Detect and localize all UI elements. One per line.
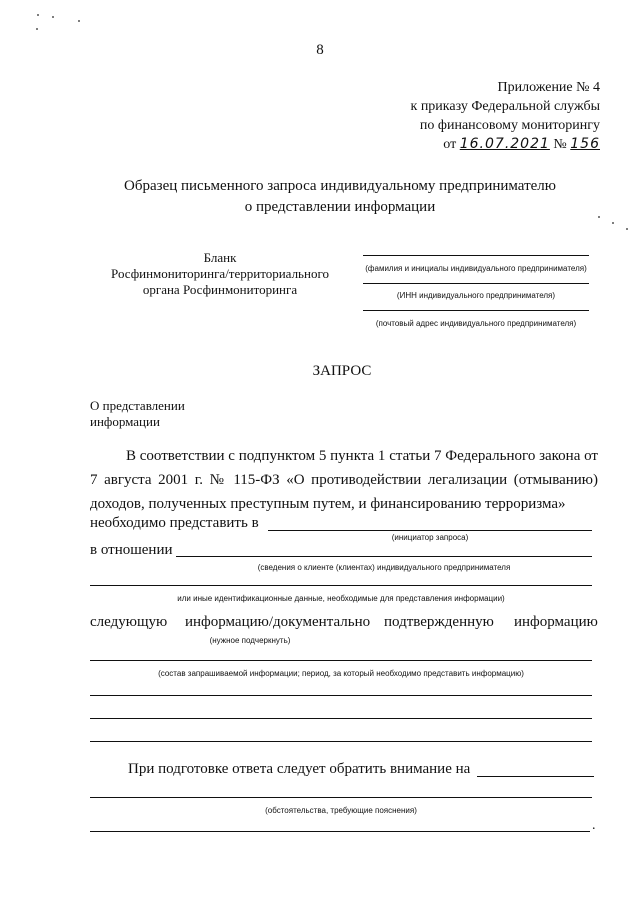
- circumstances-line: [90, 797, 592, 798]
- document-title: [60, 176, 620, 218]
- blank-line-3: [90, 741, 592, 742]
- following-word: следующую: [90, 614, 168, 630]
- appendix-line-3: по финансовому мониторингу: [419, 118, 600, 133]
- addressee-address-line: [363, 310, 589, 311]
- attention-label: При подготовке ответа следует обратить внимание на: [128, 761, 471, 777]
- initiator-line: [268, 530, 592, 531]
- identification-caption: или иные идентификационные данные, необходимые для представления информации): [177, 594, 505, 603]
- must-submit-label: необходимо представить в: [90, 515, 259, 531]
- scan-speck: [36, 28, 38, 30]
- body-paragraph: В соответствии с подпунктом 5 пункта 1 статьи 7 Федерального закона от 7 августа 2001 г. № 115-ФЗ «О противодействии легализации (отмыванию) доходов, полученных преступным путем, и финансированию терроризма»: [90, 448, 598, 512]
- final-line: [90, 831, 590, 832]
- number-prefix: №: [553, 137, 567, 152]
- information-word: информацию/документально: [185, 614, 371, 630]
- page-number: 8: [316, 42, 324, 58]
- initiator-caption: (инициатор запроса): [391, 533, 469, 542]
- letterhead-line-3: органа Росфинмониторинга: [142, 282, 298, 297]
- appendix-date-line: [360, 135, 600, 154]
- request-heading: ЗАПРОС: [312, 363, 372, 379]
- addressee-name-line: [363, 255, 589, 256]
- addressee-address-caption: (почтовый адрес индивидуального предпринимателя): [375, 319, 577, 328]
- title-line-2: о представлении информации: [244, 199, 436, 215]
- appendix-line-1: Приложение № 4: [497, 80, 600, 95]
- identification-line: [90, 585, 592, 586]
- blank-line-2: [90, 718, 592, 719]
- addressee-inn-caption: (ИНН индивидуального предпринимателя): [396, 291, 556, 300]
- appendix-line-2: к приказу Федеральной службы: [410, 99, 600, 114]
- letterhead-line-1: Бланк: [203, 250, 237, 265]
- handwritten-date: 16.07.2021: [459, 136, 550, 152]
- appendix-block: [360, 78, 600, 154]
- handwritten-number: 156: [570, 136, 600, 152]
- underline-caption: (нужное подчеркнуть): [209, 636, 291, 645]
- composition-caption: (состав запрашиваемой информации; период, за который необходимо представить информацию): [158, 669, 524, 678]
- information-word-2: информацию: [514, 614, 598, 630]
- composition-line: [90, 660, 592, 661]
- title-line-1: Образец письменного запроса индивидуальному предпринимателю: [124, 178, 556, 194]
- subject-line-1: О представлении: [90, 398, 185, 413]
- confirmed-word: подтвержденную: [384, 614, 494, 630]
- scan-speck: [78, 20, 80, 22]
- letterhead-line-2: Росфинмониторинга/территориального: [111, 266, 329, 281]
- blank-line-1: [90, 695, 592, 696]
- final-dot: .: [592, 818, 596, 833]
- regarding-label: в отношении: [90, 542, 173, 558]
- scan-speck: [612, 222, 614, 224]
- scan-speck: [598, 216, 600, 218]
- scan-speck: [52, 16, 54, 18]
- scan-speck: [626, 228, 628, 230]
- date-prefix: от: [443, 137, 457, 152]
- request-subject: [90, 398, 250, 430]
- circumstances-caption: (обстоятельства, требующие пояснения): [265, 806, 417, 815]
- subject-line-2: информации: [90, 414, 160, 429]
- addressee-inn-line: [363, 283, 589, 284]
- scan-speck: [37, 14, 39, 16]
- client-line: [176, 556, 592, 557]
- addressee-name-caption: (фамилия и инициалы индивидуального предпринимателя): [365, 264, 587, 273]
- letterhead-block: [95, 250, 345, 298]
- attention-line: [477, 776, 594, 777]
- client-caption: (сведения о клиенте (клиентах) индивидуального предпринимателя: [257, 563, 511, 572]
